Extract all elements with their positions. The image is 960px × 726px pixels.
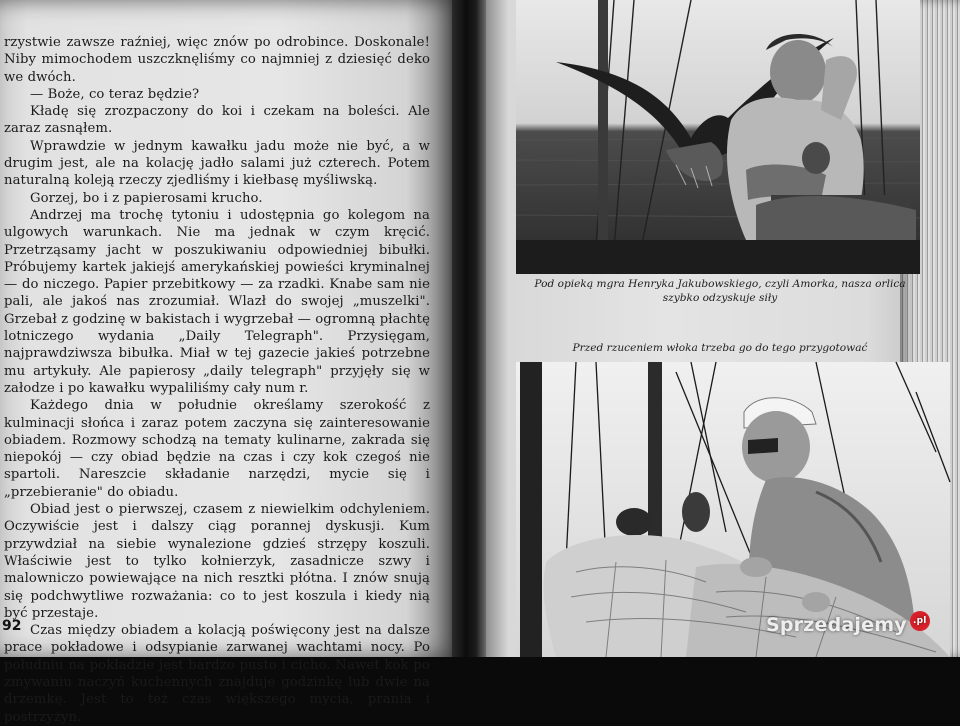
photo-man-with-eagle — [516, 0, 920, 274]
paragraph: Obiad jest o pierwszej, czasem z niewielkim odchyleniem. Oczywiście jest i dalszy ciąg porannej dyskusji. Kum przywdział na siebie wynalezione gdzieś strzępy koszuli. Właściwie jest to tylko kołnierzyk, zasadnicze szwy i malowniczo powiewające na nich resztki płótna. I znów snują się podchwytliwe rozważania: co to jest koszula i kiedy nią być przestaje. — [4, 502, 430, 621]
photo-caption-bottom: Przed rzuceniem włoka trzeba go do tego przygotować — [572, 342, 868, 354]
paragraph: — Boże, co teraz będzie? — [30, 86, 200, 102]
site-watermark — [766, 610, 930, 640]
paragraph: Gorzej, bo i z papierosami krucho. — [30, 190, 263, 206]
left-page-text — [4, 34, 430, 726]
watermark-dot-icon: .pl — [910, 611, 930, 631]
left-page — [0, 0, 462, 725]
paragraph: Andrzej ma trochę tytoniu i udostępnia go kolegom na ulgowych warunkach. Nie ma jednak w czym kręcić. Przetrząsamy jacht w poszukiwaniu odpowiedniej bibułki. Próbujemy kartek jakiejś amerykańskiej powieści kryminalnej — do niczego. Papier przebitkowy — za rzadki. Knabe sam nie pali, ale jakoś nas zrozumiał. Wlazł do swojej „muszelki". Grzebał z godzinę w bakistach i wygrzebał — ogromną płachtę lotniczego wydania „Daily Telegraph". Przysięgam, najprawdziwsza bibułka. Miał w tej gazecie jakieś potrzebne mu artykuły. Ale papierosy „daily telegraph" przyjęły się w załodze i po kawałku wypaliliśmy cały num r. — [4, 207, 430, 396]
watermark-brand: Sprzedajemy — [766, 614, 907, 636]
photo-man-with-eagle-image — [516, 0, 920, 274]
page-number: 92 — [2, 618, 22, 634]
paragraph: Wprawdzie w jednym kawałku jadu może nie być, a w drugim jest, ale na kolację jadło salami już czterech. Potem naturalną koleją rzeczy zjedliśmy i kiełbasę myśliwską. — [4, 138, 430, 189]
paragraph: Każdego dnia w południe określamy szerokość z kulminacji słońca i zaraz potem zaczyna się zainteresowanie obiadem. Rozmowy schodzą na tematy kulinarne, zakrada się niepokój — czy obiad będzie na czas i czy kok czegoś nie spartoli. Nareszcie składanie narzędzi, mycie się i „przebieranie" do obiadu. — [4, 398, 430, 500]
paragraph: Kładę się zrozpaczony do koi i czekam na boleści. Ale zaraz zasnąłem. — [4, 104, 430, 137]
paragraph: rzystwie zawsze raźniej, więc znów po odrobince. Doskonale! Niby mimochodem uszczknęliśmy co najmniej z dziesięć deko we dwóch. — [4, 35, 430, 85]
paragraph: Czas między obiadem a kolacją poświęcony jest na dalsze prace pokładowe i odsypianie zarwanej wachtami nocy. Po południu na pokładzie jest bardzo pusto i cicho. Nawet kok po zmywaniu naczyń kuchennych znajduje godzinkę lub dwie na drzemkę. Jest to też czas większego mycia, prania i postrzyżyn. — [4, 623, 430, 725]
photo-caption-top: Pod opieką mgra Henryka Jakubowskiego, czyli Amorka, nasza orlica szybko odzyskuje siły — [534, 278, 906, 304]
